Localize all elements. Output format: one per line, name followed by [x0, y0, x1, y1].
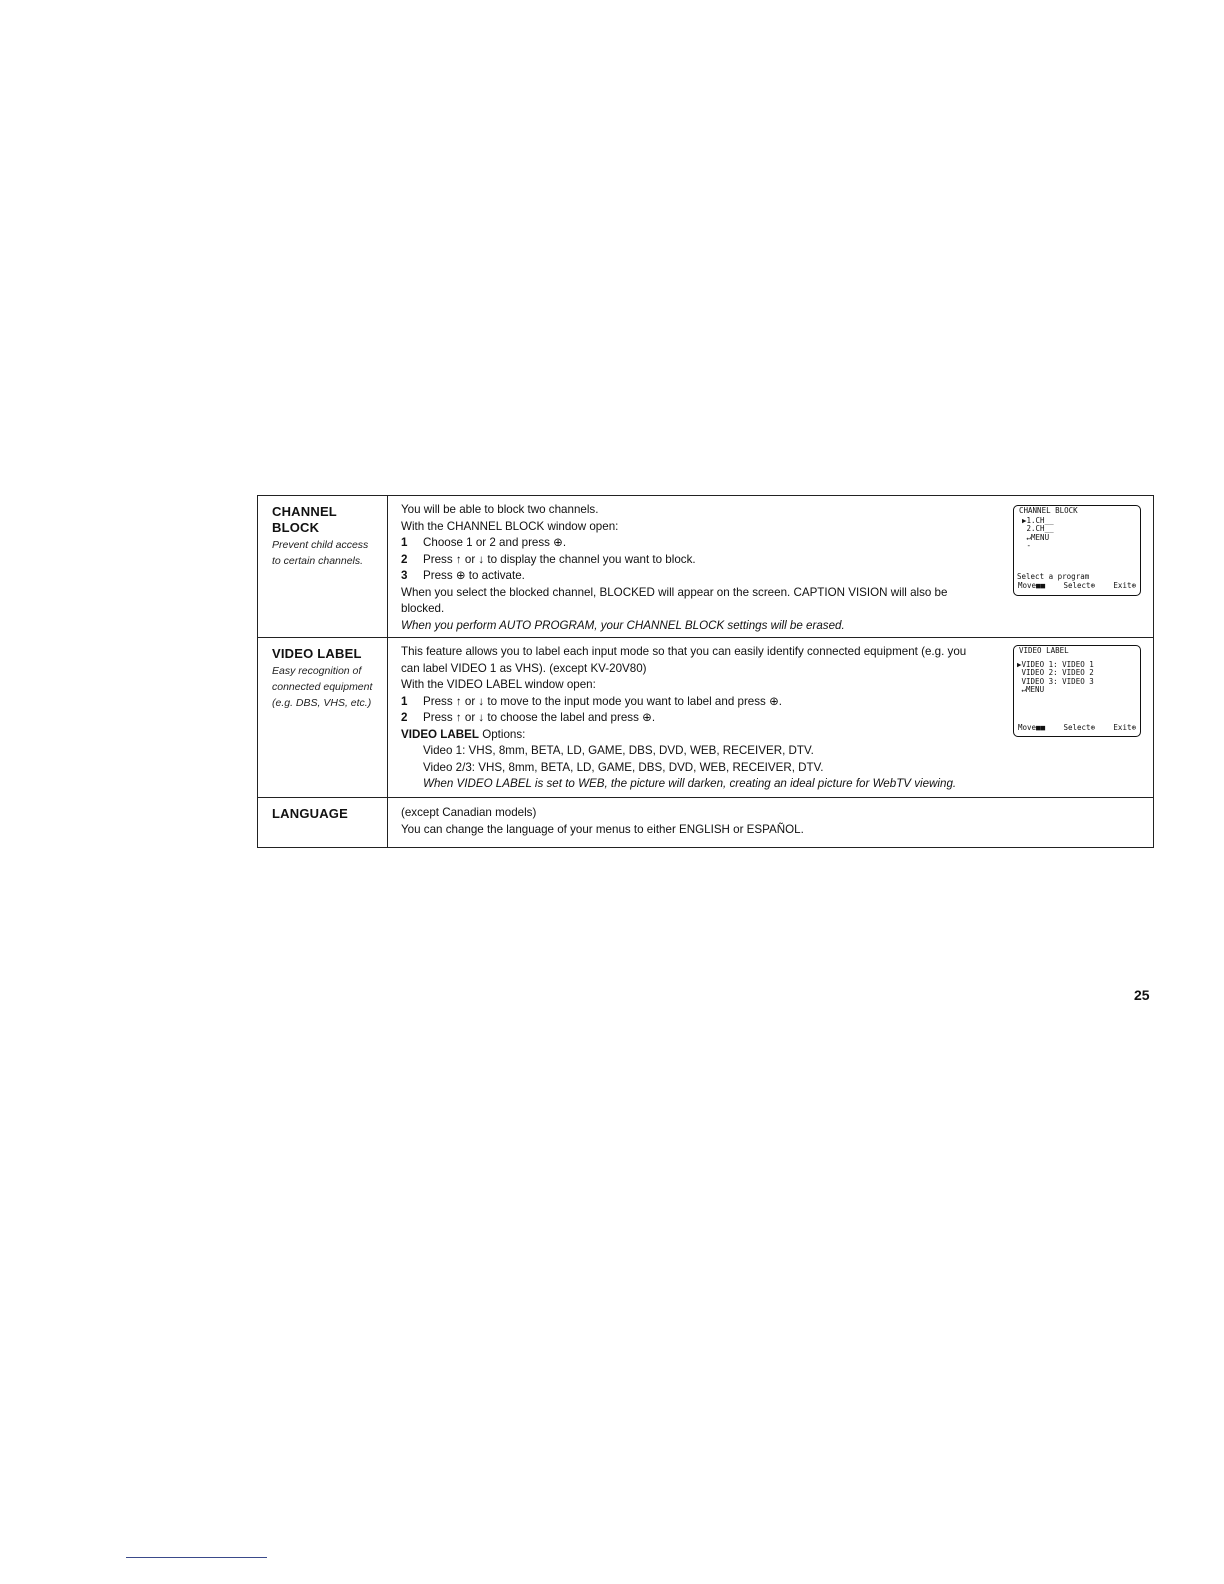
- step-text: Press ↑ or ↓ to choose the label and press ⊕.: [423, 711, 656, 724]
- channel-block-content: [388, 496, 1153, 637]
- language-label-cell: [258, 798, 388, 847]
- osd-item: ▶VIDEO 1: VIDEO 1: [1017, 659, 1094, 669]
- osd-footer-select: Select⊕: [1063, 722, 1096, 732]
- step-number: 3: [401, 569, 408, 582]
- video-label-window-open: With the VIDEO LABEL window open:: [401, 678, 596, 691]
- step-text: Press ↑ or ↓ to move to the input mode you want to label and press ⊕.: [423, 694, 782, 708]
- video-label-osd-screen: [1013, 645, 1141, 737]
- channel-block-row: [258, 496, 1153, 638]
- step-text: Press ↑ or ↓ to display the channel you want to block.: [423, 552, 696, 566]
- video-label-label-cell: [258, 638, 388, 797]
- step-number: 2: [401, 552, 408, 566]
- video-label-options-video1: Video 1: VHS, 8mm, BETA, LD, GAME, DBS, DVD, WEB, RECEIVER, DTV.: [423, 744, 814, 757]
- step-number: 1: [401, 536, 408, 549]
- language-exception: (except Canadian models): [401, 806, 537, 819]
- osd-footer-exit: Exit⊕: [1113, 581, 1136, 590]
- options-heading-rest: Options:: [482, 727, 526, 741]
- step-text: Choose 1 or 2 and press ⊕.: [423, 536, 567, 549]
- osd-footer-move: Move■■: [1018, 581, 1046, 590]
- video-label-intro-cont: can label VIDEO 1 as VHS). (except KV-20V80): [401, 661, 647, 675]
- video-label-subtitle-2: connected equipment: [272, 681, 373, 693]
- osd-item: ▶1.CH__: [1022, 515, 1054, 525]
- osd-title: VIDEO LABEL: [1019, 646, 1069, 655]
- channel-block-title-2: BLOCK: [272, 520, 320, 535]
- channel-block-erase-warning: When you perform AUTO PROGRAM, your CHANNEL BLOCK settings will be erased.: [401, 618, 845, 632]
- channel-block-osd-screen: [1013, 505, 1141, 596]
- osd-item: VIDEO 3: VIDEO 3: [1017, 676, 1094, 686]
- osd-item: -: [1022, 541, 1032, 550]
- video-label-options-video23: Video 2/3: VHS, 8mm, BETA, LD, GAME, DBS, DVD, WEB, RECEIVER, DTV.: [423, 760, 824, 774]
- video-label-intro: This feature allows you to label each input mode so that you can easily identify connected equipment (e.g. you: [401, 645, 967, 658]
- osd-item: VIDEO 2: VIDEO 2: [1017, 668, 1094, 677]
- video-label-row: [258, 638, 1153, 798]
- language-row: [258, 798, 1153, 847]
- options-heading-bold: VIDEO LABEL: [401, 727, 479, 741]
- osd-item: 2.CH__: [1022, 524, 1054, 533]
- language-description: You can change the language of your menus to either ENGLISH or ESPAÑOL.: [401, 822, 804, 836]
- channel-block-title-1: CHANNEL: [272, 504, 337, 519]
- step-number: 2: [401, 711, 408, 724]
- step-text: Press ⊕ to activate.: [423, 569, 525, 582]
- osd-footer-select: Select⊕: [1063, 581, 1096, 590]
- video-label-title: VIDEO LABEL: [272, 646, 362, 661]
- page-number: 25: [1134, 987, 1150, 1003]
- channel-block-intro: You will be able to block two channels.: [401, 503, 599, 516]
- channel-block-window-open: With the CHANNEL BLOCK window open:: [401, 519, 619, 533]
- channel-block-subtitle-2: to certain channels.: [272, 555, 364, 567]
- osd-title: CHANNEL BLOCK: [1019, 506, 1078, 515]
- bottom-divider: [126, 1557, 267, 1558]
- osd-footer: [1014, 723, 1140, 733]
- osd-footer: [1014, 581, 1140, 591]
- osd-footer-exit: Exit⊕: [1113, 722, 1136, 732]
- osd-footer-move: Move■■: [1018, 722, 1046, 732]
- osd-item: ↵MENU: [1022, 532, 1050, 542]
- osd-item: ↵MENU: [1017, 685, 1045, 694]
- step-number: 1: [401, 694, 408, 708]
- video-label-web-note: When VIDEO LABEL is set to WEB, the picture will darken, creating an ideal picture for WebTV viewing.: [423, 777, 957, 790]
- language-content: [388, 798, 1153, 847]
- channel-block-subtitle-1: Prevent child access: [272, 539, 369, 551]
- video-label-subtitle-3: (e.g. DBS, VHS, etc.): [272, 697, 372, 709]
- channel-block-blocked-note-cont: blocked.: [401, 602, 445, 615]
- channel-block-blocked-note: When you select the blocked channel, BLOCKED will appear on the screen. CAPTION VISION will also be: [401, 585, 948, 599]
- video-label-content: [388, 638, 1153, 797]
- video-label-subtitle-1: Easy recognition of: [272, 665, 362, 677]
- channel-block-label-cell: [258, 496, 388, 637]
- osd-hint: Select a program: [1017, 571, 1090, 581]
- language-title: LANGUAGE: [272, 806, 348, 821]
- settings-table: [257, 495, 1154, 848]
